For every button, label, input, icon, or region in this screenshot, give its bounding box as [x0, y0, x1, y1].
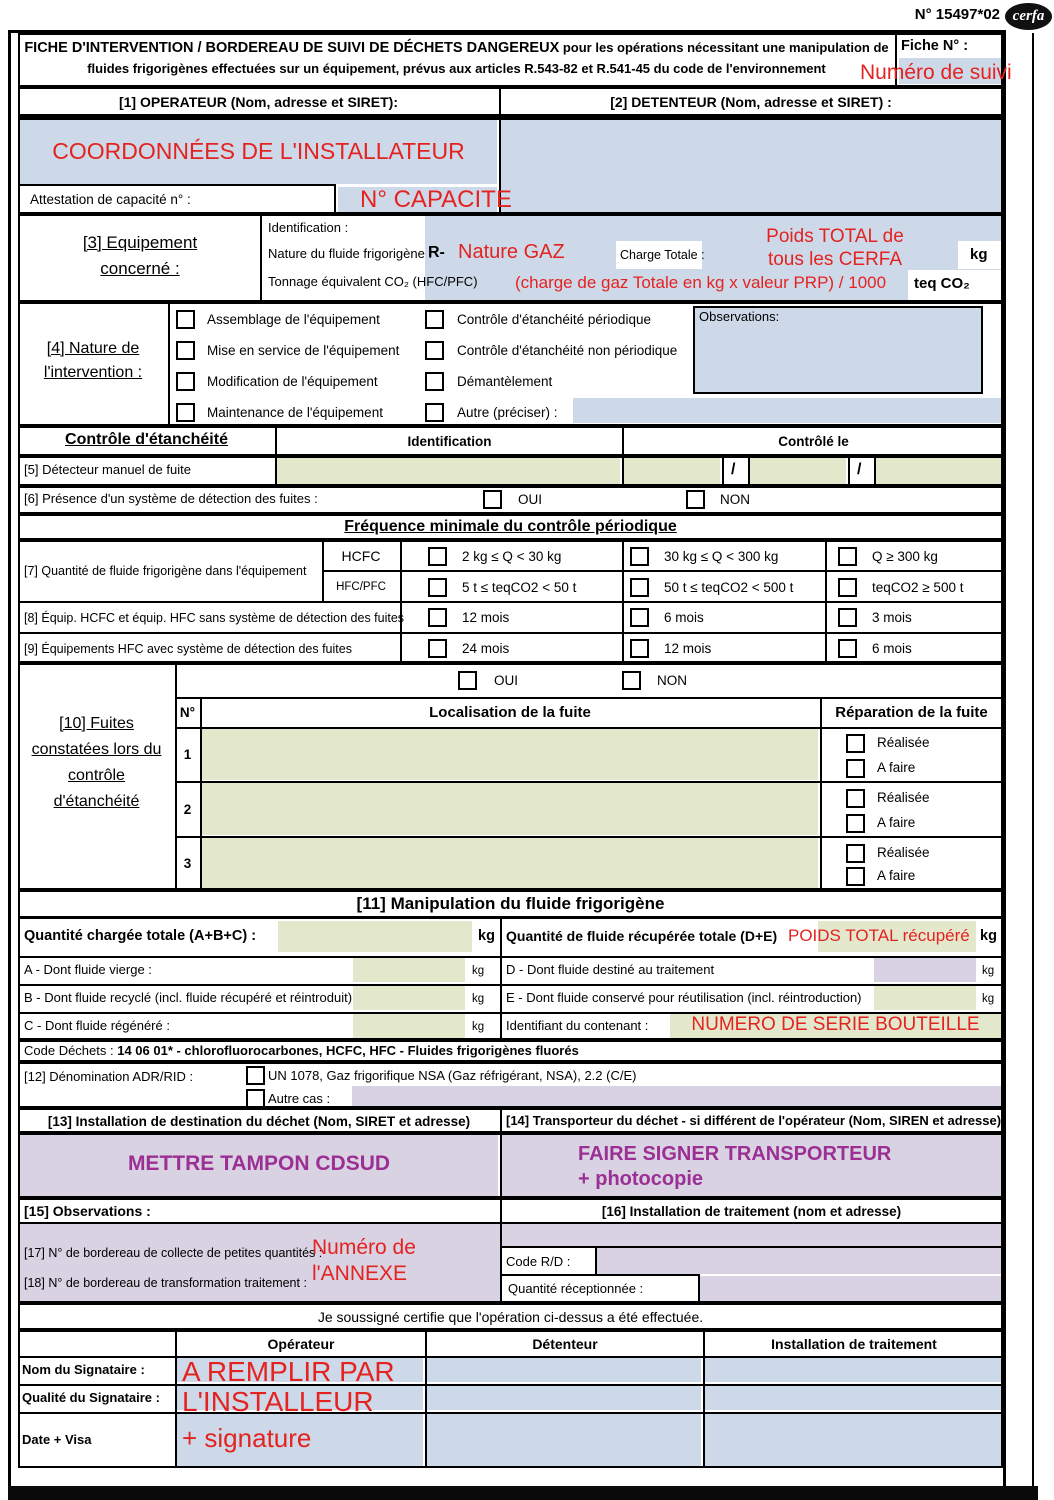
- checkbox-autre[interactable]: [425, 403, 444, 422]
- checkbox-controle-non-periodique[interactable]: [425, 341, 444, 360]
- form-title-suffix: pour les opérations nécessitant une manipulation de: [559, 40, 889, 55]
- divider: [18, 114, 1003, 118]
- fluide-regenere-label: C - Dont fluide régénéré :: [24, 1018, 170, 1033]
- non-label: NON: [657, 673, 687, 688]
- divider: [722, 456, 724, 486]
- intervention-title-line2: l'intervention :: [43, 364, 143, 381]
- divider: [175, 727, 1003, 729]
- kg-unit: kg: [980, 928, 997, 944]
- quantite-receptionnee-label: Quantité réceptionnée :: [508, 1281, 644, 1296]
- checkbox-controle-periodique[interactable]: [425, 310, 444, 329]
- code-dechets-value: 14 06 01* - chlorofluorocarbones, HCFC, HFC - Fluides frigorigènes fluorés: [117, 1043, 579, 1058]
- checkbox-demantelement[interactable]: [425, 372, 444, 391]
- checkbox-fuites-oui[interactable]: [458, 671, 477, 690]
- page-edge-line: [1032, 33, 1034, 1486]
- tonnage-label: Tonnage équivalent CO₂ (HFC/PFC): [268, 274, 478, 289]
- hfc-option: 5 t ≤ teqCO2 < 50 t: [462, 580, 577, 595]
- num-header: N°: [179, 705, 196, 720]
- autre-cas-label: Autre cas :: [268, 1091, 331, 1106]
- divider: [500, 1222, 1003, 1224]
- form-title-line2: fluides frigorigènes effectuées sur un équipement, prévus aux articles R.543-82 et R.541-45 du code de l'environnement: [87, 61, 826, 76]
- checkbox-hcfc-2[interactable]: [630, 547, 649, 566]
- kg-unit: kg: [970, 246, 988, 263]
- fluide-reutilisation-label: E - Dont fluide conservé pour réutilisation (incl. réintroduction): [506, 990, 862, 1005]
- equipment-title-line1: [3] Equipement: [82, 233, 198, 252]
- un1078-option: UN 1078, Gaz frigorifique NSA (Gaz réfrigérant, NSA), 2.2 (C/E): [268, 1068, 637, 1083]
- kg-unit: kg: [472, 965, 485, 977]
- transporteur-annotation-line2: + photocopie: [578, 1168, 703, 1190]
- checkbox-r8-1[interactable]: [428, 608, 447, 627]
- sig-row-label: Nom du Signataire :: [22, 1362, 145, 1377]
- checkbox-detection-oui[interactable]: [483, 490, 502, 509]
- checkbox-realisee-3[interactable]: [846, 844, 865, 863]
- afaire-label: A faire: [877, 760, 916, 775]
- divider: [18, 1356, 1003, 1358]
- r8-option: 12 mois: [462, 610, 510, 625]
- checkbox-afaire-2[interactable]: [846, 814, 865, 833]
- localisation-header: Localisation de la fuite: [429, 704, 591, 721]
- divider: [500, 1133, 502, 1198]
- intervention-option: Mise en service de l'équipement: [207, 343, 400, 358]
- detenteur-header: [2] DETENTEUR (Nom, adresse et SIRET) :: [610, 94, 892, 110]
- etancheite-header: Contrôle d'étanchéité: [65, 431, 228, 448]
- row-number: 2: [183, 802, 192, 817]
- checkbox-realisee-2[interactable]: [846, 789, 865, 808]
- divider: [175, 836, 1003, 838]
- divider: [175, 781, 1003, 783]
- adr-rid-label: [12] Dénomination ADR/RID :: [24, 1069, 194, 1084]
- hcfc-option: 30 kg ≤ Q < 300 kg: [664, 549, 779, 564]
- observations15-label: [15] Observations :: [24, 1203, 151, 1219]
- frequence-title: Fréquence minimale du contrôle périodique: [344, 518, 677, 535]
- checkbox-hfc-2[interactable]: [630, 578, 649, 597]
- equipment-title-line2: concerné :: [100, 259, 180, 278]
- divider: [322, 570, 1003, 572]
- divider: [500, 916, 502, 1040]
- identifiant-annotation: NUMERO DE SERIE BOUTEILLE: [691, 1014, 980, 1035]
- hfc-option: teqCO2 ≥ 500 t: [872, 580, 964, 595]
- checkbox-un1078[interactable]: [246, 1066, 265, 1085]
- bottom-bar: [8, 1486, 1038, 1500]
- fluid-nature-annotation: Nature GAZ: [458, 241, 565, 263]
- cerfa-logo: cerfa: [1005, 3, 1052, 30]
- checkbox-r8-2[interactable]: [630, 608, 649, 627]
- oui-label: OUI: [518, 492, 543, 507]
- operator-header: [1] OPERATEUR (Nom, adresse et SIRET):: [118, 94, 398, 110]
- form-number: N° 15497*02: [914, 6, 1000, 23]
- intervention-option: Contrôle d'étanchéité non périodique: [457, 343, 678, 358]
- fluid-nature-label: Nature du fluide frigorigène :: [268, 246, 433, 261]
- sig-annotation-line2: L'INSTALLEUR: [182, 1386, 374, 1417]
- annexe-annotation-line2: l'ANNEXE: [312, 1262, 408, 1285]
- divider: [18, 984, 1003, 986]
- divider: [18, 601, 1003, 603]
- divider: [848, 456, 850, 486]
- charge-totale-label: Quantité chargée totale (A+B+C) :: [24, 928, 257, 944]
- hcfc-option: 2 kg ≤ Q < 30 kg: [462, 549, 562, 564]
- oui-label: OUI: [494, 673, 519, 688]
- destination-header: [13] Installation de destination du déchet (Nom, SIRET et adresse): [47, 1114, 471, 1129]
- recuperee-annotation: POIDS TOTAL récupéré: [788, 926, 970, 945]
- fuites-title-line: d'étanchéité: [53, 793, 140, 810]
- operator-annotation: COORDONNÉES DE L'INSTALLATEUR: [52, 138, 465, 164]
- form-title: FICHE D'INTERVENTION / BORDEREAU DE SUIVI DE DÉCHETS DANGEREUX: [24, 40, 560, 56]
- divider: [820, 697, 822, 890]
- divider: [260, 214, 262, 302]
- fluide-vierge-label: A - Dont fluide vierge :: [24, 962, 152, 977]
- divider: [8, 30, 11, 1486]
- traitement-header: [16] Installation de traitement (nom et adresse): [601, 1204, 902, 1219]
- checkbox-afaire-1[interactable]: [846, 759, 865, 778]
- intervention-title-line1: [4] Nature de: [46, 340, 140, 357]
- divider: [18, 1412, 1003, 1414]
- checkbox-hcfc-1[interactable]: [428, 547, 447, 566]
- kg-unit: kg: [982, 965, 995, 977]
- r9-option: 24 mois: [462, 641, 510, 656]
- fiche-annotation: Numéro de suivi: [860, 61, 1012, 84]
- divider: [8, 30, 1006, 33]
- divider: [18, 1222, 502, 1224]
- hfc-option: 50 t ≤ teqCO2 < 500 t: [664, 580, 794, 595]
- attestation-annotation: N° CAPACITE: [360, 186, 512, 213]
- checkbox-maintenance[interactable]: [176, 403, 195, 422]
- charge-total-label: Charge Totale :: [620, 248, 705, 262]
- sig-annotation-line1: A REMPLIR PAR: [182, 1356, 395, 1387]
- checkbox-modification[interactable]: [176, 372, 195, 391]
- quantite-fluide-label: [7] Quantité de fluide frigorigène dans l'équipement: [24, 564, 307, 578]
- afaire-label: A faire: [877, 815, 916, 830]
- r9-option: 6 mois: [872, 641, 912, 656]
- sig-row-label: Qualité du Signataire :: [22, 1390, 160, 1405]
- bordereau-transformation-label: [18] N° de bordereau de transformation traitement :: [24, 1276, 307, 1290]
- teq-unit: teq CO₂: [914, 275, 970, 292]
- hfcpfc-label: HFC/PFC: [336, 581, 386, 593]
- divider: [200, 697, 202, 890]
- non-label: NON: [720, 492, 750, 507]
- intervention-option: Modification de l'équipement: [207, 374, 378, 389]
- observations-label: Observations:: [699, 309, 780, 324]
- hcfc-option: Q ≥ 300 kg: [872, 549, 938, 564]
- detecteur-label: [5] Détecteur manuel de fuite: [24, 462, 191, 477]
- equip-sans-detection-label: [8] Équip. HCFC et équip. HFC sans système de détection des fuites: [24, 611, 405, 625]
- recuperee-totale-label: Quantité de fluide récupérée totale (D+E): [506, 928, 778, 944]
- fuites-title-line: constatées lors du: [31, 741, 162, 758]
- checkbox-hfc-1[interactable]: [428, 578, 447, 597]
- identifiant-contenant-label: Identifiant du contenant :: [506, 1018, 649, 1033]
- annexe-annotation-line1: Numéro de: [312, 1236, 416, 1259]
- manipulation-title: [11] Manipulation du fluide frigorigène: [356, 894, 665, 913]
- checkbox-hcfc-3[interactable]: [838, 547, 857, 566]
- detection-label: [6] Présence d'un système de détection des fuites :: [24, 491, 318, 506]
- transporteur-annotation-line1: FAIRE SIGNER TRANSPORTEUR: [578, 1143, 892, 1165]
- fluide-recycle-label: B - Dont fluide recyclé (incl. fluide récupéré et réintroduit): [24, 990, 353, 1005]
- intervention-option: Assemblage de l'équipement: [207, 312, 380, 327]
- equip-avec-detection-label: [9] Équipements HFC avec système de détection des fuites: [24, 642, 352, 656]
- checkbox-detection-non[interactable]: [686, 490, 705, 509]
- kg-unit: kg: [478, 928, 495, 944]
- intervention-option: Contrôle d'étanchéité périodique: [457, 312, 651, 327]
- divider: [168, 302, 170, 426]
- checkbox-hfc-3[interactable]: [838, 578, 857, 597]
- intervention-option: Maintenance de l'équipement: [207, 405, 383, 420]
- divider: [18, 916, 1003, 919]
- row-number: 1: [183, 747, 192, 762]
- row-number: 3: [183, 856, 192, 871]
- reparation-header: Réparation de la fuite: [835, 704, 988, 721]
- sig-detenteur-header: Détenteur: [532, 1336, 598, 1352]
- divider: [175, 697, 1003, 699]
- charge-annotation-line2: tous les CERFA: [767, 249, 903, 270]
- fuites-title-line: [10] Fuites: [59, 715, 134, 732]
- checkbox-r9-1[interactable]: [428, 639, 447, 658]
- divider: [1003, 30, 1006, 1486]
- r8-option: 3 mois: [872, 610, 912, 625]
- code-dechets-prefix: Code Déchets :: [24, 1043, 118, 1058]
- sig-annotation-line3: + signature: [182, 1423, 312, 1453]
- checkbox-r9-3[interactable]: [838, 639, 857, 658]
- divider: [18, 1384, 1003, 1386]
- divider: [18, 632, 1003, 634]
- intervention-option: Démantèlement: [457, 374, 553, 389]
- checkbox-realisee-1[interactable]: [846, 734, 865, 753]
- checkbox-assemblage[interactable]: [176, 310, 195, 329]
- hcfc-label: HCFC: [341, 548, 381, 564]
- attestation-label: Attestation de capacité n° :: [30, 192, 191, 207]
- kg-unit: kg: [472, 993, 485, 1005]
- divider: [18, 300, 1003, 303]
- r-prefix: R-: [428, 244, 445, 261]
- sig-traitement-header: Installation de traitement: [771, 1336, 937, 1352]
- bordereau-collecte-label: [17] N° de bordereau de collecte de petites quantités :: [24, 1246, 323, 1260]
- transporteur-header: [14] Transporteur du déchet - si différent de l'opérateur (Nom, SIREN et adresse): [506, 1114, 1002, 1128]
- fluide-traitement-label: D - Dont fluide destiné au traitement: [506, 962, 715, 977]
- checkbox-fuites-non[interactable]: [622, 671, 641, 690]
- fuites-title-line: contrôle: [68, 767, 125, 784]
- charge-annotation-line1: Poids TOTAL de: [766, 226, 904, 247]
- date-slash: /: [731, 461, 736, 478]
- identification-label: Identification :: [268, 220, 349, 235]
- checkbox-mise-en-service[interactable]: [176, 341, 195, 360]
- checkbox-autre-cas[interactable]: [246, 1089, 265, 1108]
- kg-unit: kg: [982, 993, 995, 1005]
- sig-row-label: Date + Visa: [22, 1432, 92, 1447]
- realisee-label: Réalisée: [877, 845, 930, 860]
- r9-option: 12 mois: [664, 641, 712, 656]
- date-slash: /: [857, 461, 862, 478]
- fiche-number-label: Fiche N° :: [901, 38, 969, 54]
- afaire-label: A faire: [877, 868, 916, 883]
- tonnage-annotation: (charge de gaz Totale en kg x valeur PRP) / 1000: [515, 273, 887, 292]
- intervention-option: Autre (préciser) :: [457, 405, 558, 420]
- destination-annotation: METTRE TAMPON CDSUD: [127, 1152, 391, 1175]
- code-rd-label: Code R/D :: [506, 1254, 571, 1269]
- checkbox-r8-3[interactable]: [838, 608, 857, 627]
- divider: [748, 456, 750, 486]
- checkbox-r9-2[interactable]: [630, 639, 649, 658]
- realisee-label: Réalisée: [877, 735, 930, 750]
- certification-text: Je soussigné certifie que l'opération ci-dessus a été effectuée.: [317, 1309, 704, 1325]
- controle-le-header: Contrôlé le: [778, 434, 849, 449]
- realisee-label: Réalisée: [877, 790, 930, 805]
- checkbox-afaire-3[interactable]: [846, 867, 865, 886]
- divider: [874, 456, 876, 486]
- divider: [18, 956, 1003, 958]
- kg-unit: kg: [472, 1021, 485, 1033]
- r8-option: 6 mois: [664, 610, 704, 625]
- sig-operateur-header: Opérateur: [267, 1336, 335, 1352]
- divider: [500, 1246, 1003, 1248]
- identification-header: Identification: [407, 434, 492, 449]
